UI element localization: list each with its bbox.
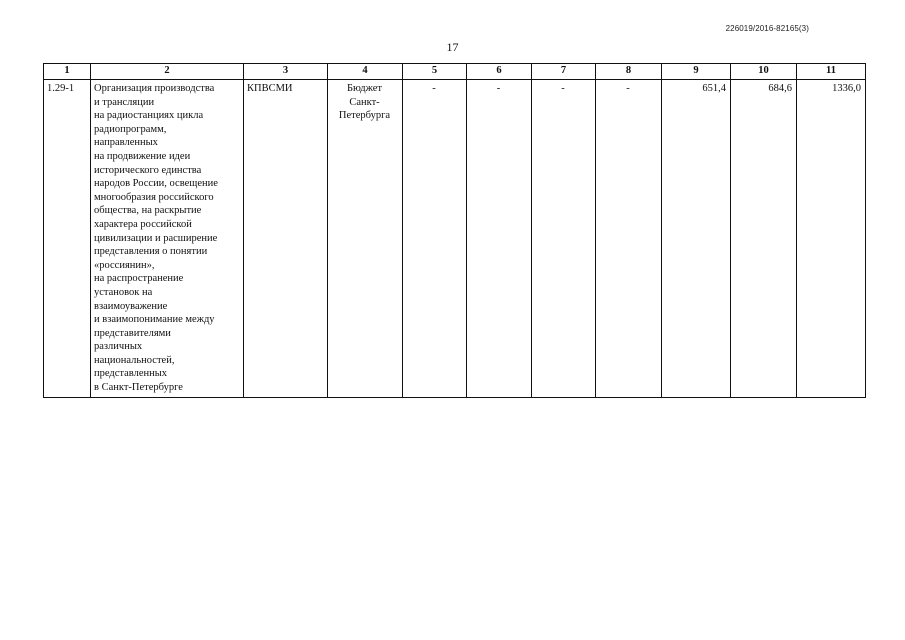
description-line: на радиостанциях цикла xyxy=(94,110,204,122)
description-line: направленных xyxy=(94,137,158,149)
program-table xyxy=(43,63,866,398)
description-line: на продвижение идеи xyxy=(94,150,191,162)
column-header: 6 xyxy=(467,64,532,80)
funding-source-line: Бюджет xyxy=(346,83,383,94)
column-header: 5 xyxy=(403,64,467,80)
table-row xyxy=(44,80,866,398)
row-col-6: - xyxy=(467,80,532,398)
description-line: цивилизации и расширение xyxy=(94,232,218,244)
row-col-10: 684,6 xyxy=(731,80,797,398)
column-header: 3 xyxy=(244,64,328,80)
row-col-11: 1336,0 xyxy=(797,80,866,398)
description-line: представителями xyxy=(94,327,171,339)
description-line: характера российской xyxy=(94,218,192,230)
column-header: 11 xyxy=(797,64,866,80)
description-line: общества, на раскрытие xyxy=(94,205,202,217)
funding-source-line: Санкт- xyxy=(349,96,380,108)
column-header: 10 xyxy=(731,64,797,80)
description-line: радиопрограмм, xyxy=(94,123,167,135)
row-col-9: 651,4 xyxy=(662,80,731,398)
column-header: 7 xyxy=(532,64,596,80)
row-code: 1.29-1 xyxy=(44,80,91,398)
row-col-7: - xyxy=(532,80,596,398)
description-line: национальностей, xyxy=(94,354,175,366)
description-line: Организация производства xyxy=(94,83,215,94)
description-line: различных xyxy=(94,341,143,353)
description-line: исторического единства xyxy=(94,164,202,176)
description-line: взаимоуважение xyxy=(94,300,168,312)
document-id: 226019/2016-82165(3) xyxy=(725,24,809,33)
description-line: представления о понятии xyxy=(94,246,208,258)
description-line: и трансляции xyxy=(94,96,155,108)
column-header: 8 xyxy=(596,64,662,80)
page-number: 17 xyxy=(446,40,459,54)
funding-source-lines xyxy=(331,82,398,123)
description-line: в Санкт-Петербурге xyxy=(94,382,183,394)
description-line: «россиянин», xyxy=(94,259,155,271)
row-description xyxy=(91,80,244,398)
description-line: народов России, освещение xyxy=(94,178,218,190)
column-header: 9 xyxy=(662,64,731,80)
row-col-5: - xyxy=(403,80,467,398)
row-funding-source xyxy=(328,80,403,398)
description-line: на распространение xyxy=(94,273,184,285)
description-line: многообразия российского xyxy=(94,191,214,203)
column-header: 4 xyxy=(328,64,403,80)
column-header: 1 xyxy=(44,64,91,80)
column-header: 2 xyxy=(91,64,244,80)
row-col-8: - xyxy=(596,80,662,398)
description-line: представленных xyxy=(94,368,168,380)
description-line: установок на xyxy=(94,286,153,298)
table-header-row xyxy=(44,64,866,80)
row-executor: КПВСМИ xyxy=(244,80,328,398)
description-line: и взаимопонимание между xyxy=(94,314,215,326)
description-lines xyxy=(94,82,239,395)
funding-source-line: Петербурга xyxy=(338,110,391,122)
